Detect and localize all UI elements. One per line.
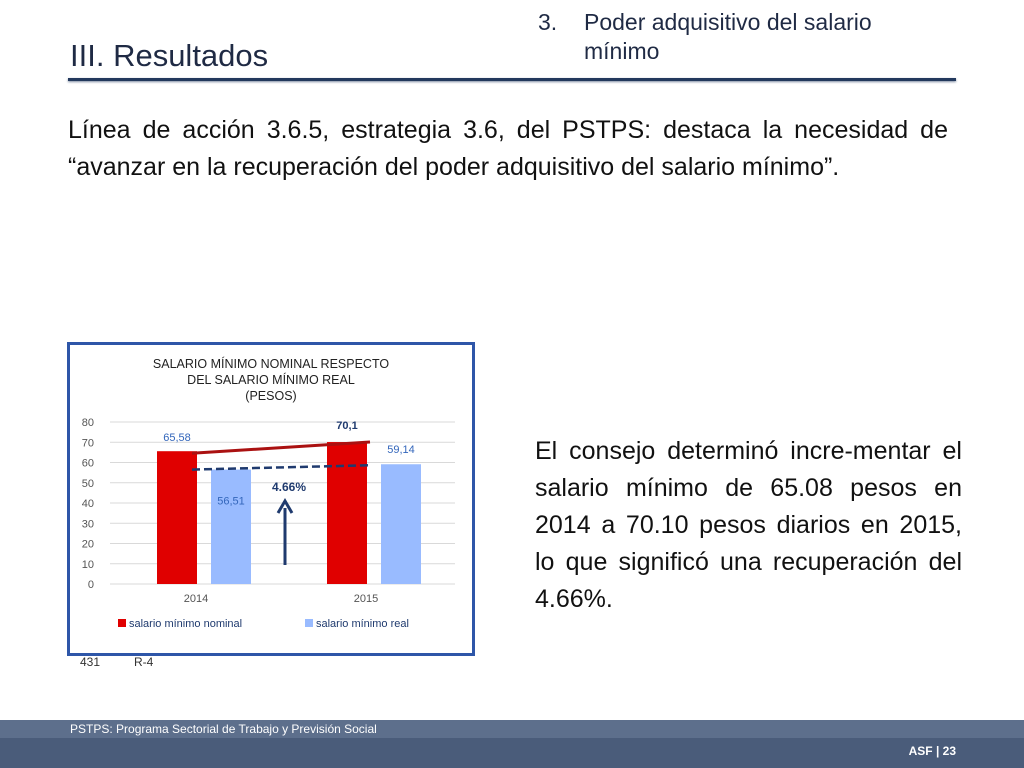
data-label: 59,14 (387, 444, 415, 457)
y-tick-label: 80 (81, 417, 94, 429)
footnote: PSTPS: Programa Sectorial de Trabajo y Previsión Social (70, 722, 377, 736)
y-tick-label: 60 (81, 457, 94, 470)
legend-label-nominal: salario mínimo nominal (129, 618, 243, 630)
topic-text: Poder adquisitivo del salario mínimo (584, 9, 872, 64)
chart-ref-number: 431 (80, 655, 101, 669)
topic-number: 3. (538, 9, 558, 35)
bar-real-2015 (381, 464, 421, 584)
percent-annotation: 4.66% (271, 480, 307, 494)
chart-title-line-1: SALARIO MÍNIMO NOMINAL RESPECTO (152, 357, 390, 371)
page-number: ASF | 23 (908, 744, 956, 758)
bar-nominal-2014 (157, 451, 197, 584)
chart-title (70, 356, 472, 404)
data-label: 65,58 (163, 432, 191, 445)
legend-label-real: salario mínimo real (316, 618, 409, 630)
legend-swatch-real (305, 619, 313, 627)
bar-nominal-2015 (327, 442, 367, 584)
data-label: 70,1 (336, 420, 358, 433)
y-tick-label: 10 (81, 558, 94, 571)
y-tick-label: 0 (87, 579, 94, 591)
y-tick-label: 50 (81, 477, 94, 490)
x-tick-label: 2015 (353, 593, 379, 605)
y-tick-label: 30 (81, 518, 94, 531)
chart-title-line-3: (PESOS) (245, 389, 297, 403)
chart-ref-code: R-4 (134, 655, 154, 669)
intro-paragraph: Línea de acción 3.6.5, estrategia 3.6, del PSTPS: destaca la necesidad de “avanzar en la recuperación del poder adquisitivo del salario mínimo”. (68, 116, 948, 181)
header-divider (68, 78, 956, 81)
chart-frame (67, 342, 475, 656)
section-title: III. Resultados (70, 38, 269, 73)
data-label: 56,51 (217, 495, 245, 508)
conclusion-paragraph: El consejo determinó incre-mentar el salario mínimo de 65.08 pesos en 2014 a 70.10 pesos diarios en 2015, lo que significó una recuperación del 4.66%. (535, 437, 962, 613)
chart-title-line-2: DEL SALARIO MÍNIMO REAL (187, 373, 355, 387)
y-tick-label: 20 (81, 538, 94, 551)
x-tick-label: 2014 (183, 593, 209, 605)
y-tick-label: 70 (81, 437, 94, 450)
legend-swatch-nominal (118, 619, 126, 627)
y-tick-label: 40 (81, 498, 94, 510)
bar-real-2014 (211, 470, 251, 584)
